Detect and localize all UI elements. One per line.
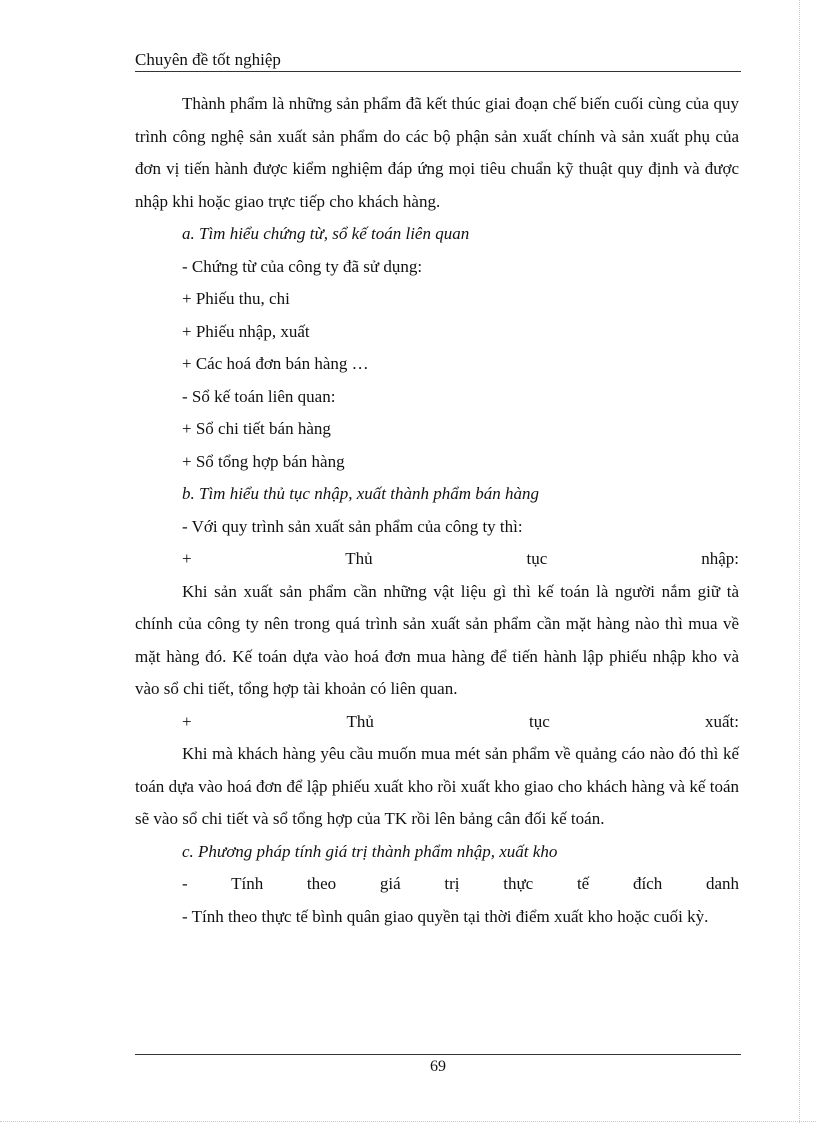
- page-number: 69: [430, 1058, 446, 1075]
- heading-section-c: c. Phương pháp tính giá trị thành phẩm nhập, xuất kho: [182, 841, 558, 861]
- page-edge-bottom: [0, 1121, 816, 1122]
- import-procedure-text: Khi sản xuất sản phẩm cần những vật liệu gì thì kế toán là người nắm giữ tà chính của công ty nên trong quá trình sản xuất sản phẩm cần mặt hàng nào thì mua về mặt hàng đó. Kế toán dựa vào hoá đơn mua hàng để tiến hành lập phiếu nhập kho và vào sổ chi tiết, tổng hợp tài khoản có liên quan.: [135, 581, 739, 698]
- page-edge-right: [799, 0, 800, 1123]
- documents-list-item: + Phiếu thu, chi: [182, 289, 290, 308]
- heading-section-a: a. Tìm hiểu chứng từ, sổ kế toán liên quan: [182, 224, 470, 243]
- page-content: [135, 88, 739, 933]
- books-list-item: + Sổ chi tiết bán hàng: [182, 419, 331, 438]
- method-weighted-average: - Tính theo thực tế bình quân giao quyền tại thời điểm xuất kho hoặc cuối kỳ.: [182, 906, 709, 926]
- process-intro: - Với quy trình sản xuất sản phẩm của công ty thì:: [182, 516, 523, 536]
- import-procedure-label: + Thủ tục nhập:: [182, 549, 739, 568]
- export-procedure-text: Khi mà khách hàng yêu cầu muốn mua mét sản phẩm về quảng cáo nào đó thì kế toán dựa vào hoá đơn để lập phiếu xuất kho rồi xuất kho giao cho khách hàng và kế toán sẽ vào sổ chi tiết và sổ tổng hợp của TK rồi lên bảng cân đối kế toán.: [135, 744, 739, 828]
- heading-section-b: b. Tìm hiểu thủ tục nhập, xuất thành phẩm bán hàng: [182, 484, 539, 503]
- page-header-title: Chuyên đề tốt nghiệp: [135, 50, 281, 69]
- documents-list-item: + Các hoá đơn bán hàng …: [182, 354, 369, 373]
- documents-intro: - Chứng từ của công ty đã sử dụng:: [182, 256, 423, 276]
- documents-list-item: + Phiếu nhập, xuất: [182, 321, 310, 341]
- paragraph-definition: Thành phẩm là những sản phẩm đã kết thúc giai đoạn chế biến cuối cùng của quy trình công nghệ sản xuất sản phẩm do các bộ phận sản xuất chính và sản xuất phụ của đơn vị tiến hành được kiểm nghiệm đáp ứng mọi tiêu chuẩn kỹ thuật quy định và được nhập khi hoặc giao trực tiếp cho khách hàng.: [135, 94, 739, 211]
- books-list-item: + Sổ tổng hợp bán hàng: [182, 451, 345, 471]
- books-intro: - Sổ kế toán liên quan:: [182, 386, 336, 406]
- method-specific-identification: - Tính theo giá trị thực tế đích danh: [182, 874, 739, 893]
- footer-rule: [135, 1054, 741, 1055]
- header-rule: [135, 71, 741, 72]
- export-procedure-label: + Thủ tục xuất:: [182, 711, 739, 731]
